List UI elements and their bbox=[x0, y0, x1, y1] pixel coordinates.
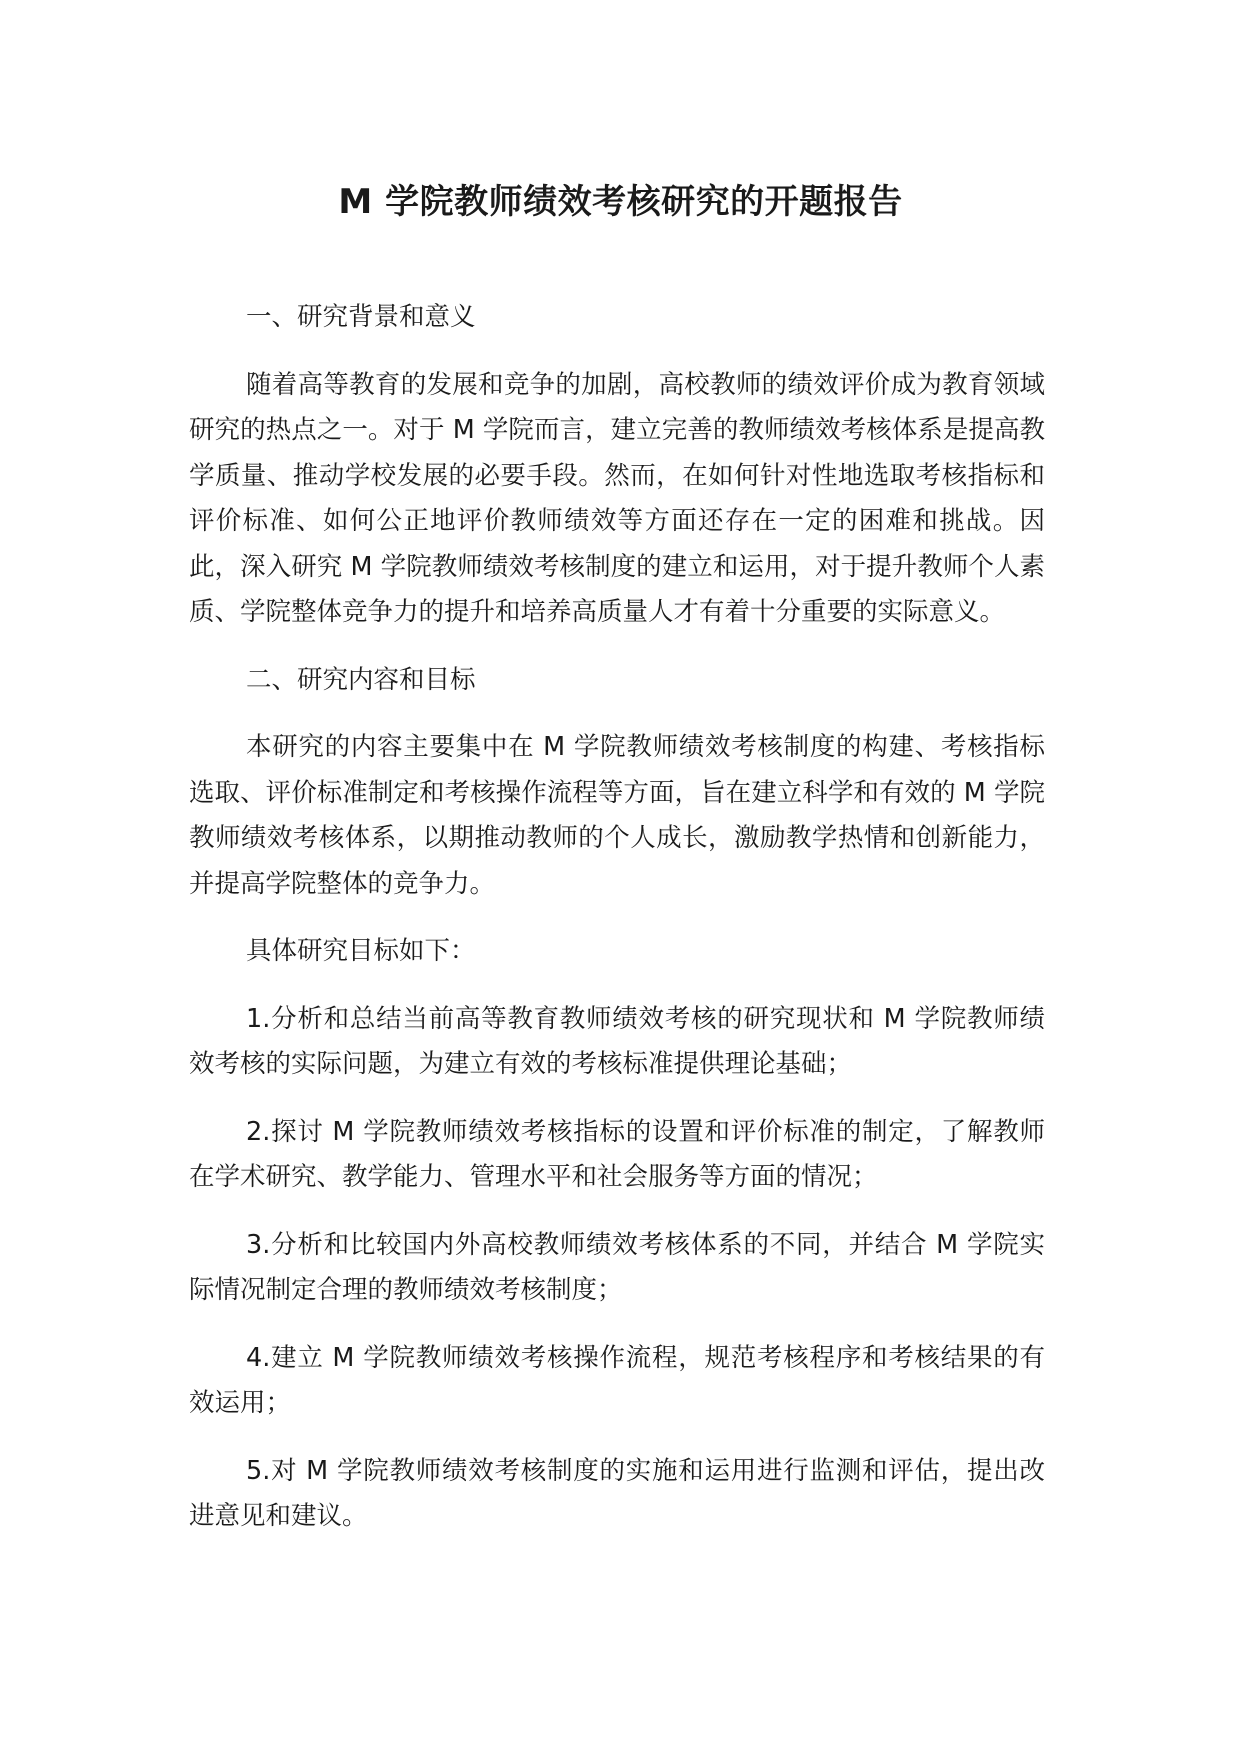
paragraph-content: 本研究的内容主要集中在 M 学院教师绩效考核制度的构建、考核指标选取、评价标准制定和考核操作流程等方面，旨在建立科学和有效的 M 学院教师绩效考核体系，以期推动教师的个人成长，激励教学热情和创新能力，并提高学院整体的竞争力。 bbox=[189, 732, 1045, 899]
goal-item-4: 4.建立 M 学院教师绩效考核操作流程，规范考核程序和考核结果的有效运用； bbox=[189, 1342, 1045, 1418]
section-heading-background: 一、研究背景和意义 bbox=[246, 302, 476, 332]
goal-item-5: 5.对 M 学院教师绩效考核制度的实施和运用进行监测和评估，提出改进意见和建议。 bbox=[189, 1455, 1045, 1531]
document-title: M 学院教师绩效考核研究的开题报告 bbox=[338, 182, 903, 222]
paragraph-background: 随着高等教育的发展和竞争的加剧，高校教师的绩效评价成为教育领域研究的热点之一。对于 M 学院而言，建立完善的教师绩效考核体系是提高教学质量、推动学校发展的必要手段。然而，在如何针对性地选取考核指标和评价标准、如何公正地评价教师绩效等方面还存在一定的困难和挑战。因此，深入研究 M 学院教师绩效考核制度的建立和运用，对于提升教师个人素质、学院整体竞争力的提升和培养高质量人才有着十分重要的实际意义。 bbox=[189, 369, 1045, 627]
goal-item-3: 3.分析和比较国内外高校教师绩效考核体系的不同，并结合 M 学院实际情况制定合理的教师绩效考核制度； bbox=[189, 1229, 1045, 1305]
document-body bbox=[189, 295, 1045, 1562]
paragraph-goals-intro: 具体研究目标如下： bbox=[246, 936, 476, 966]
goal-item-1: 1.分析和总结当前高等教育教师绩效考核的研究现状和 M 学院教师绩效考核的实际问题，为建立有效的考核标准提供理论基础； bbox=[189, 1003, 1045, 1079]
goal-item-2: 2.探讨 M 学院教师绩效考核指标的设置和评价标准的制定，了解教师在学术研究、教学能力、管理水平和社会服务等方面的情况； bbox=[189, 1116, 1045, 1192]
section-heading-content-goals: 二、研究内容和目标 bbox=[246, 664, 476, 695]
